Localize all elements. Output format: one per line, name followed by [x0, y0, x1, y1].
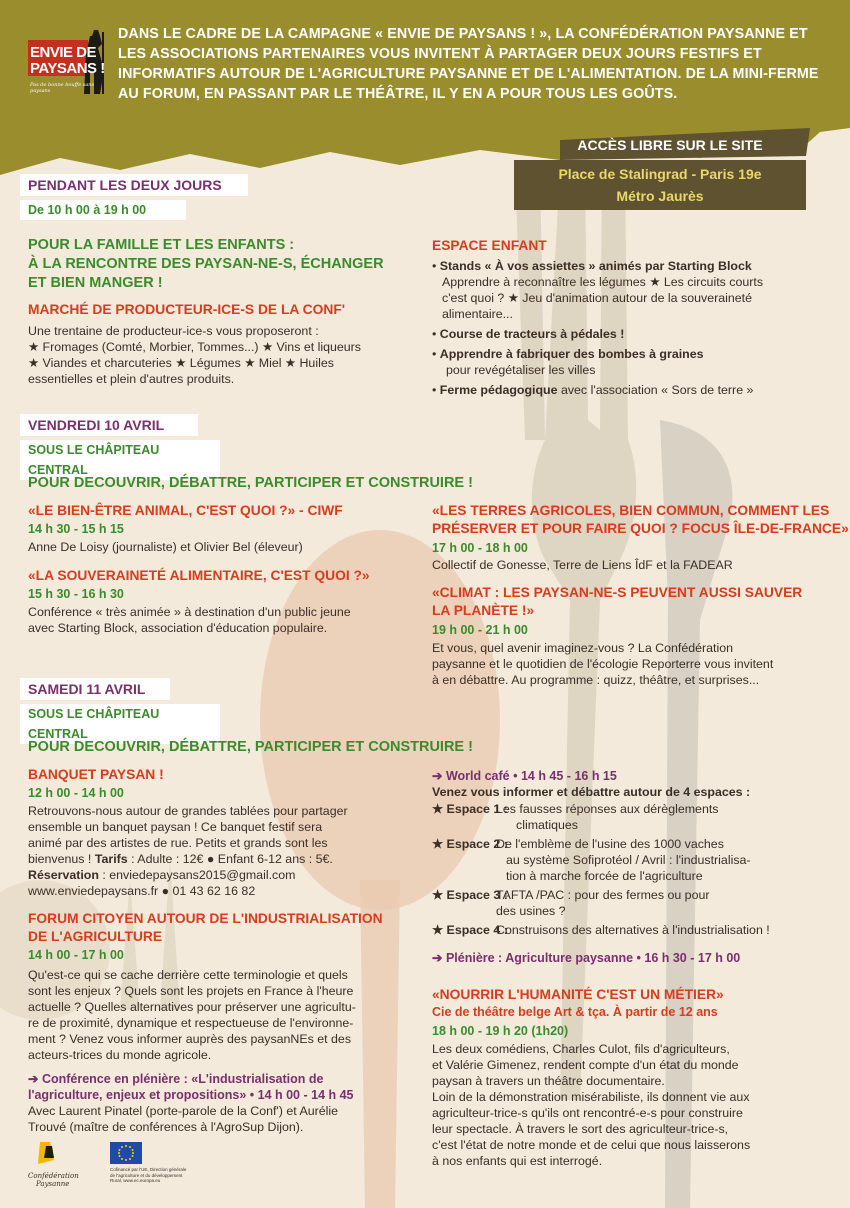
market-text-1: Une trentaine de producteur-ice-s vous proposeront : — [28, 324, 319, 338]
world-cafe-title: ➔ World café • 14 h 45 - 16 h 15 — [432, 769, 617, 783]
section-tag-friday: VENDREDI 10 AVRIL — [20, 414, 198, 436]
family-heading-3: ET BIEN MANGER ! — [28, 275, 163, 291]
forum-text: acteurs-trices du monde agricole. — [28, 1048, 212, 1062]
confederation-paysanne-logo-icon — [32, 1140, 72, 1170]
theatre-text: agriculteur-trice-s qu'ils ont rencontré-e-s pour construire — [432, 1106, 743, 1120]
section-tag-both-days: PENDANT LES DEUX JOURS — [20, 174, 248, 196]
kids-item-line: pour revégétaliser les villes — [446, 363, 596, 377]
market-heading: MARCHÉ DE PRODUCTEUR-ICE-S DE LA CONF' — [28, 302, 346, 317]
banquet-time: 12 h 00 - 14 h 00 — [28, 786, 124, 800]
event-title: «CLIMAT : LES PAYSAN-NE-S PEUVENT AUSSI SAUVER — [432, 585, 803, 600]
theatre-text: c'est l'état de notre monde et de celui que nous laisserons — [432, 1138, 751, 1152]
kids-item: • Course de tracteurs à pédales ! — [432, 327, 625, 341]
footer-logos — [28, 1140, 208, 1200]
kids-item: • Ferme pédagogique avec l'association « Sors de terre » — [432, 383, 754, 397]
forum-text: ment ? Venez vous informer auprès des paysanNEs et des — [28, 1032, 352, 1046]
location-box — [514, 160, 806, 210]
event-text: paysanne et le quotidien de l'écologie Reporterre vous invitent — [432, 657, 774, 671]
forum-title: FORUM CITOYEN AUTOUR DE L'INDUSTRIALISATION — [28, 911, 383, 926]
market-text-2: ★ Fromages (Comté, Morbier, Tommes...) ★ Vins et liqueurs — [28, 340, 362, 354]
banquet-text: animé par des artistes de rue. Petits et grands sont les — [28, 836, 328, 850]
banquet-tarifs: bienvenus ! Tarifs : Adulte : 12€ ● Enfant 6-12 ans : 5€. — [28, 852, 333, 866]
market-text-4: essentielles et plein d'autres produits. — [28, 372, 235, 386]
event-text: Et vous, quel avenir imaginez-vous ? La Confédération — [432, 641, 733, 655]
event-title: LA PLANÈTE !» — [432, 603, 535, 618]
event-title: «LA SOUVERAINETÉ ALIMENTAIRE, C'EST QUOI ?» — [28, 568, 370, 583]
event-title: «LES TERRES AGRICOLES, BIEN COMMUN, COMMENT LES — [432, 503, 830, 518]
forum-text: Qu'est-ce qui se cache derrière cette terminologie et quels — [28, 968, 348, 982]
conference-title: l'agriculture, enjeux et propositions» • 14 h 00 - 14 h 45 — [28, 1088, 354, 1102]
kids-item-line: Apprendre à reconnaître les légumes ★ Les circuits courts — [442, 275, 764, 289]
banquet-website[interactable]: www.enviedepaysans.fr ● 01 43 62 16 82 — [28, 884, 256, 898]
kids-item-line: alimentaire... — [442, 307, 513, 321]
location-metro: Métro Jaurès — [616, 188, 704, 204]
space-row: ★ Espace 1 : Les fausses réponses aux dérèglements climatiques — [432, 802, 719, 832]
saturday-heading: POUR DECOUVRIR, DÉBATTRE, PARTICIPER ET CONSTRUIRE ! — [28, 739, 473, 755]
event-text: Conférence « très animée » à destination d'un public jeune — [28, 605, 351, 619]
family-heading-1: POUR LA FAMILLE ET LES ENFANTS : — [28, 237, 295, 253]
pleniere-title: ➔ Plénière : Agriculture paysanne • 16 h 30 - 17 h 00 — [432, 951, 741, 965]
theatre-text: Loin de la démonstration misérabiliste, ils donnent vie aux — [432, 1090, 750, 1104]
saturday-sub: SOUS LE CHÂPITEAU CENTRAL — [20, 704, 220, 744]
eu-flag-icon — [110, 1142, 142, 1164]
eu-funding-text: Cofinancé par l'UE, Direction générale de l'agriculture et du développement Rural, www.ec.europa.eu — [110, 1167, 187, 1183]
event-title: PRÉSERVER ET POUR FAIRE QUOI ? FOCUS ÎLE-DE-FRANCE» — [432, 521, 849, 536]
event-text: Anne De Loisy (journaliste) et Olivier Bel (éleveur) — [28, 540, 303, 554]
market-text-3: ★ Viandes et charcuteries ★ Légumes ★ Miel ★ Huiles — [28, 356, 334, 370]
forum-text: actuelle ? Quelles alternatives pour préserver une agricultu- — [28, 1000, 356, 1014]
event-title: «LE BIEN-ÊTRE ANIMAL, C'EST QUOI ?» - CIWF — [28, 503, 343, 518]
event-text: à en débattre. Au programme : quizz, théâtre, et surprises... — [432, 673, 760, 687]
kids-item: • Stands « À vos assiettes » animés par Starting Block — [432, 259, 752, 273]
access-label: ACCÈS LIBRE SUR LE SITE — [577, 137, 763, 153]
theatre-text: Les deux comédiens, Charles Culot, fils d'agriculteurs, — [432, 1042, 730, 1056]
friday-heading: POUR DECOUVRIR, DÉBATTRE, PARTICIPER ET CONSTRUIRE ! — [28, 475, 473, 491]
banquet-title: BANQUET PAYSAN ! — [28, 767, 164, 782]
kids-item: • Apprendre à fabriquer des bombes à graines — [432, 347, 704, 361]
conference-title: ➔ Conférence en plénière : «L'industrialisation de — [28, 1072, 324, 1086]
theatre-text: leur spectacle. À travers le sort des agriculteur-trice-s, — [432, 1122, 729, 1136]
envie-de-paysans-logo — [28, 30, 110, 100]
space-row: ★ Espace 3 : TAFTA /PAC : pour des fermes ou pour des usines ? — [432, 888, 710, 918]
logo-tagline: Pas de bonne bouffe sans paysans — [30, 82, 95, 94]
space-row: ★ Espace 2 : De l'emblème de l'usine des 1000 vaches au système Sofiprotéol / Avril : l'industrialisa- tion à marche forcée de l'agriculture — [432, 837, 751, 883]
theatre-company: Cie de théâtre belge Art & tça. À partir de 12 ans — [432, 1005, 718, 1019]
forum-text: sont les enjeux ? Quels sont les projets en France à l'heure — [28, 984, 354, 998]
logo-line-2: PAYSANS ! — [30, 60, 105, 77]
theatre-text: et Valérie Gimenez, rendent compte d'un état du monde — [432, 1058, 739, 1072]
world-cafe-intro: Venez vous informer et débattre autour de 4 espaces : — [432, 785, 751, 799]
kids-item-line: c'est quoi ? ★ Jeu d'animation autour de la souveraineté — [442, 291, 752, 305]
event-time: 14 h 30 - 15 h 15 — [28, 522, 124, 536]
space-row: ★ Espace 4 : Construisons des alternatives à l'industrialisation ! — [432, 923, 770, 937]
theatre-time: 18 h 00 - 19 h 20 (1h20) — [432, 1024, 569, 1038]
family-heading-2: À LA RENCONTRE DES PAYSAN-NE-S, ÉCHANGER — [28, 256, 384, 272]
theatre-text: paysan à travers un théâtre documentaire. — [432, 1074, 665, 1088]
world-cafe-spaces — [432, 801, 827, 938]
conf-logo-text: Confédération Paysanne — [28, 1172, 79, 1188]
event-text: Collectif de Gonesse, Terre de Liens ÎdF et la FADEAR — [432, 558, 733, 572]
location-place: Place de Stalingrad - Paris 19e — [558, 166, 762, 182]
logo-line-1: ENVIE DE — [30, 44, 97, 61]
forum-text: re de proximité, dynamique et respectueuse de l'environne- — [28, 1016, 354, 1030]
friday-sub: SOUS LE CHÂPITEAU CENTRAL — [20, 440, 220, 480]
banquet-text: Retrouvons-nous autour de grandes tablées pour partager — [28, 804, 348, 818]
kids-list — [432, 258, 832, 398]
section-tag-saturday: SAMEDI 11 AVRIL — [20, 678, 170, 700]
forum-title: DE L'AGRICULTURE — [28, 929, 163, 944]
theatre-text: à nos enfants qui est interrogé. — [432, 1154, 603, 1168]
event-time: 17 h 00 - 18 h 00 — [432, 541, 528, 555]
conference-text: Avec Laurent Pinatel (porte-parole de la Conf') et Aurélie — [28, 1104, 339, 1118]
event-time: 19 h 00 - 21 h 00 — [432, 623, 528, 637]
intro-text: DANS LE CADRE DE LA CAMPAGNE « ENVIE DE PAYSANS ! », LA CONFÉDÉRATION PAYSANNE ET LES ASSOCIATIONS PARTENAIRES VOUS INVITENT À PARTAGER DEUX JOURS FESTIFS ET INFORMATIFS AUTOUR DE L'AGRICULTURE PAYSANNE ET DE L'ALIMENTATION. DE LA MINI-FERME AU FORUM, EN PASSANT PAR LE THÉÂTRE, IL Y EN A POUR TOUS LES GOÛTS. — [118, 26, 819, 102]
event-time: 15 h 30 - 16 h 30 — [28, 587, 124, 601]
both-days-hours: De 10 h 00 à 19 h 00 — [20, 200, 186, 220]
banquet-text: ensemble un banquet paysan ! Ce banquet festif sera — [28, 820, 323, 834]
event-text: avec Starting Block, association d'éducation populaire. — [28, 621, 328, 635]
banquet-reservation[interactable]: Réservation : enviedepaysans2015@gmail.com — [28, 868, 296, 882]
kids-heading: ESPACE ENFANT — [432, 238, 547, 253]
theatre-title: «NOURRIR L'HUMANITÉ C'EST UN MÉTIER» — [432, 987, 724, 1002]
forum-time: 14 h 00 - 17 h 00 — [28, 948, 124, 962]
conference-text: Trouvé (maître de conférences à l'AgroSup Dijon). — [28, 1120, 304, 1134]
